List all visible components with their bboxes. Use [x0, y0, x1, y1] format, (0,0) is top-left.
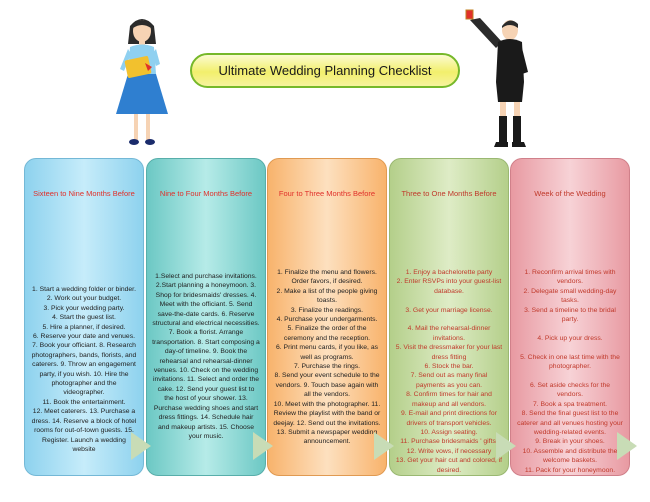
- column-tasks: 1. Reconfirm arrival times with vendors. 2. Delegate small wedding-day tasks. 3. Send a timeline to the bridal party. 4. Pick up your dress. 5. Check in one last time with the photographer. 6. Set aside checks for the vendors. 7. Book a spa treatment. 8. Send the final guest list to the caterer and all venues hosting your wedding-related events. 9. Break in your shoes. 10. Assemble and distribute the welcome baskets. 11. Pack for your honeymoon.: [517, 269, 623, 474]
- woman-with-book-icon: [112, 14, 172, 148]
- column-heading: Three to One Months Before: [401, 189, 497, 198]
- page-title: Ultimate Wedding Planning Checklist: [190, 53, 460, 88]
- column-heading: Week of the Wedding: [534, 189, 606, 198]
- column-heading: Four to Three Months Before: [278, 189, 376, 198]
- arrow-right-icon: [131, 432, 151, 460]
- column-heading: Nine to Four Months Before: [159, 189, 253, 198]
- checklist-column-sixteen-to-nine: [24, 158, 144, 476]
- column-heading: Sixteen to Nine Months Before: [33, 189, 135, 198]
- checklist-column-four-to-three: [267, 158, 387, 476]
- column-tasks: 1. Finalize the menu and flowers. Order favors, if desired. 2. Make a list of the people giving toasts. 3. Finalize the readings. 4. Purchase your undergarments. 5. Finalize the order of the ceremony and the reception. 6. Print menu cards, if you like, as well as programs. 7. Purchase the rings. 8. Send your event schedule to the vendors. 9. Touch base again with all the vendors. 10. Meet with the photographer. 11. Review the playlist with the band or deejay. 12. Send out the invitations. 13. Submit a newspaper wedding announcement.: [273, 269, 381, 446]
- checklist-column-nine-to-four: [146, 158, 266, 476]
- column-tasks: 1. Start a wedding folder or binder. 2. Work out your budget. 3. Pick your wedding party. 4. Start the guest list. 5. Hire a planner, if desired. 6. Reserve your date and venues. 7. Book your officiant. 8. Research photographers, bands, florists, and caterers. 9. Throw an engagement party, if you wish. 10. Hire the photographer and the videographer. 11. Book the entertainment. 12. Meet caterers. 13. Purchase a dress. 14. Reserve a block of hotel rooms for out-of-town guests. 15. Register. Launch a wedding website: [31, 286, 137, 453]
- column-tasks: 1.Select and purchase invitations. 2.Start planning a honeymoon. 3. Shop for bridesmaids' dresses. 4. Meet with the officiant. 5. Send save-the-date cards. 6. Reserve structural and electrical necessities. 7. Book a florist. Arrange transportation. 8. Start composing a day-of timeline. 9. Book the rehearsal and rehearsal-dinner venues. 10. Check on the wedding invitations. 11. Select and order the cake. 12. Send your guest list to the host of your shower. 13. Purchase wedding shoes and start dress fittings. 14. Schedule hair and makeup artists. 15. Choose your music.: [152, 273, 260, 440]
- arrow-right-icon: [253, 432, 273, 460]
- column-tasks: 1. Enjoy a bachelorette party 2. Enter RSVPs into your guest-list database. 3. Get your marriage license. 4. Mail the rehearsal-dinner invitations. 5. Visit the dressmaker for your last dress fitting 6. Stock the bar. 7. Send out as many final payments as you can. 8. Confirm times for hair and makeup and all vendors. 9. E-mail and print directions for drivers of transport vehicles. 10. Assign seating. 11. Purchase bridesmaids ' gifts. 12. Write vows, if necessary 13. Get your hair cut and colored, if desired.: [395, 269, 503, 474]
- checklist-column-week-of-wedding: [510, 158, 630, 476]
- referee-with-card-icon: [458, 6, 538, 152]
- arrow-right-icon: [617, 432, 637, 460]
- arrow-right-icon: [496, 432, 516, 460]
- arrow-right-icon: [374, 432, 394, 460]
- checklist-column-three-to-one: [389, 158, 509, 476]
